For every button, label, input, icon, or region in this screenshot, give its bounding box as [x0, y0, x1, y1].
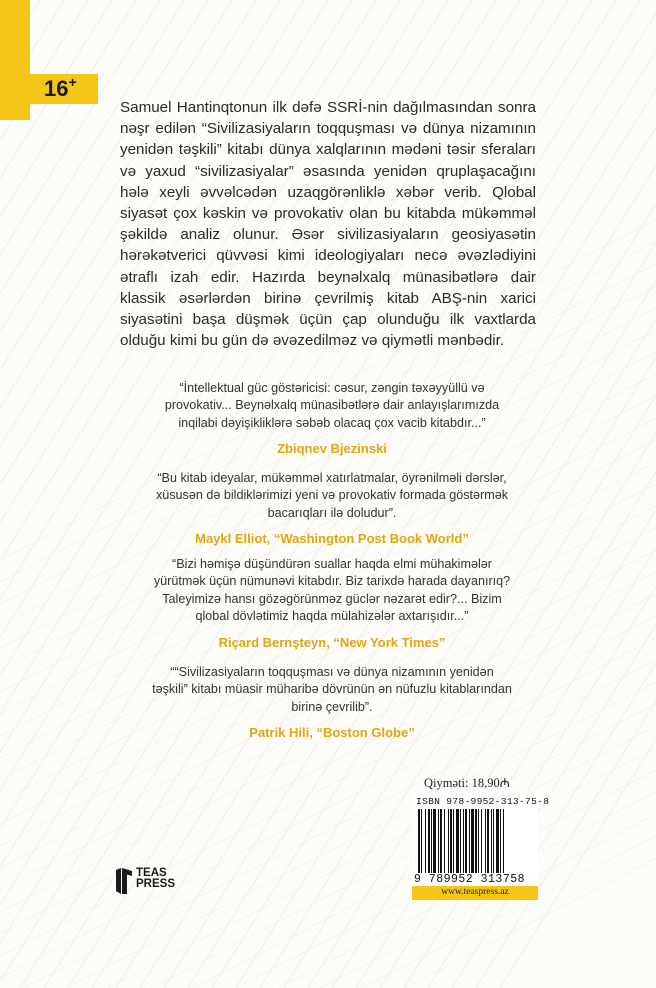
barcode-icon — [418, 809, 532, 873]
quote-3 — [152, 556, 512, 651]
quote-author: Maykl Elliot, “Washington Post Book World” — [195, 531, 469, 547]
age-rating: 16+ — [44, 74, 77, 101]
quote-1 — [152, 380, 512, 458]
price-label: Qiyməti: 18,90₼ — [424, 776, 510, 790]
website-strip — [412, 886, 538, 900]
website-url: www.teaspress.az — [441, 887, 509, 897]
ean-digits: 9 789952 313758 — [414, 873, 526, 886]
quote-text: “Bu kitab ideyalar, mükəmməl xatırlatmalar, öyrənilməli dərslər, xüsusən də bildiklərimizi yeni və provokativ formada göstərmək bacarıqları ilə doludur”. — [155, 471, 509, 520]
quote-author: Zbiqnev Bjezinski — [277, 441, 387, 457]
publisher-line-2: PRESS — [136, 878, 175, 890]
quote-2 — [152, 470, 512, 548]
quote-text: ““Sivilizasiyaların toqquşması və dünya nizamının yenidən təşkili” kitabı müasir müharibə dövrünün ən nüfuzlu kitablarından birinə çevrilib”. — [152, 665, 512, 714]
quote-author: Patrik Hili, “Boston Globe” — [249, 725, 415, 741]
quote-text: “Bizi həmişə düşündürən suallar haqda elmi mühakimələr yürütmək üçün nümunəvi kitabdır. Biz tarixdə harada dayanırıq? Taleyimizə hansı gözəgörünməz güclər nəzarət edir?... Bizim qlobal dövlətimiz haqda mülahizələr axtarışıdır...” — [153, 557, 511, 624]
publisher-name — [136, 868, 175, 890]
publisher-logo-icon — [116, 868, 132, 894]
isbn-number: ISBN 978-9952-313-75-8 — [416, 796, 550, 807]
quote-4 — [152, 664, 512, 742]
quote-text: “İntellektual güc göstəricisi: cəsur, zəngin təxəyyüllü və provokativ... Beynəlxalq münasibətlərə dair anlayışlarımızda inqilabi dəyişikliklərə səbəb olacaq çox vacib kitabdır...” — [164, 381, 500, 430]
isbn-barcode-block — [412, 793, 550, 901]
quote-author: Riçard Bernşteyn, “New York Times” — [218, 634, 446, 650]
book-blurb: Samuel Hantinqtonun ilk dəfə SSRİ-nin dağılmasından sonra nəşr edilən “Sivilizasiyaların toqquşması və dünya nizamının yenidən təşkili” kitabı dünya xalqlarının mədəni təsir sferaları və yaxud “sivilizasiyalar” əsasında yenidən qruplaşacağını hələ xeyli əvvəlcədən uzaqgörənliklə xəbər verib. Qlobal siyasət çox kəskin və provokativ olan bu kitabda mükəmməl şəkildə analiz olunur. Əsər sivilizasiyaların geosiyasətin hərəkətverici qüvvəsi kimi ideologiyaları necə əvəzlədiyini ətraflı izah edir. Hazırda beynəlxalq münasibətlərə dair klassik əsərlərdən birinə çevrilmiş kitab ABŞ-nin xarici siyasətini başa düşmək üçün çap olunduğu ilk vaxtlarda olduğu kimi bu gün də əvəzedilməz və qiymətli mənbədir. — [120, 99, 536, 350]
publisher-line-1: TEAS — [136, 867, 167, 879]
